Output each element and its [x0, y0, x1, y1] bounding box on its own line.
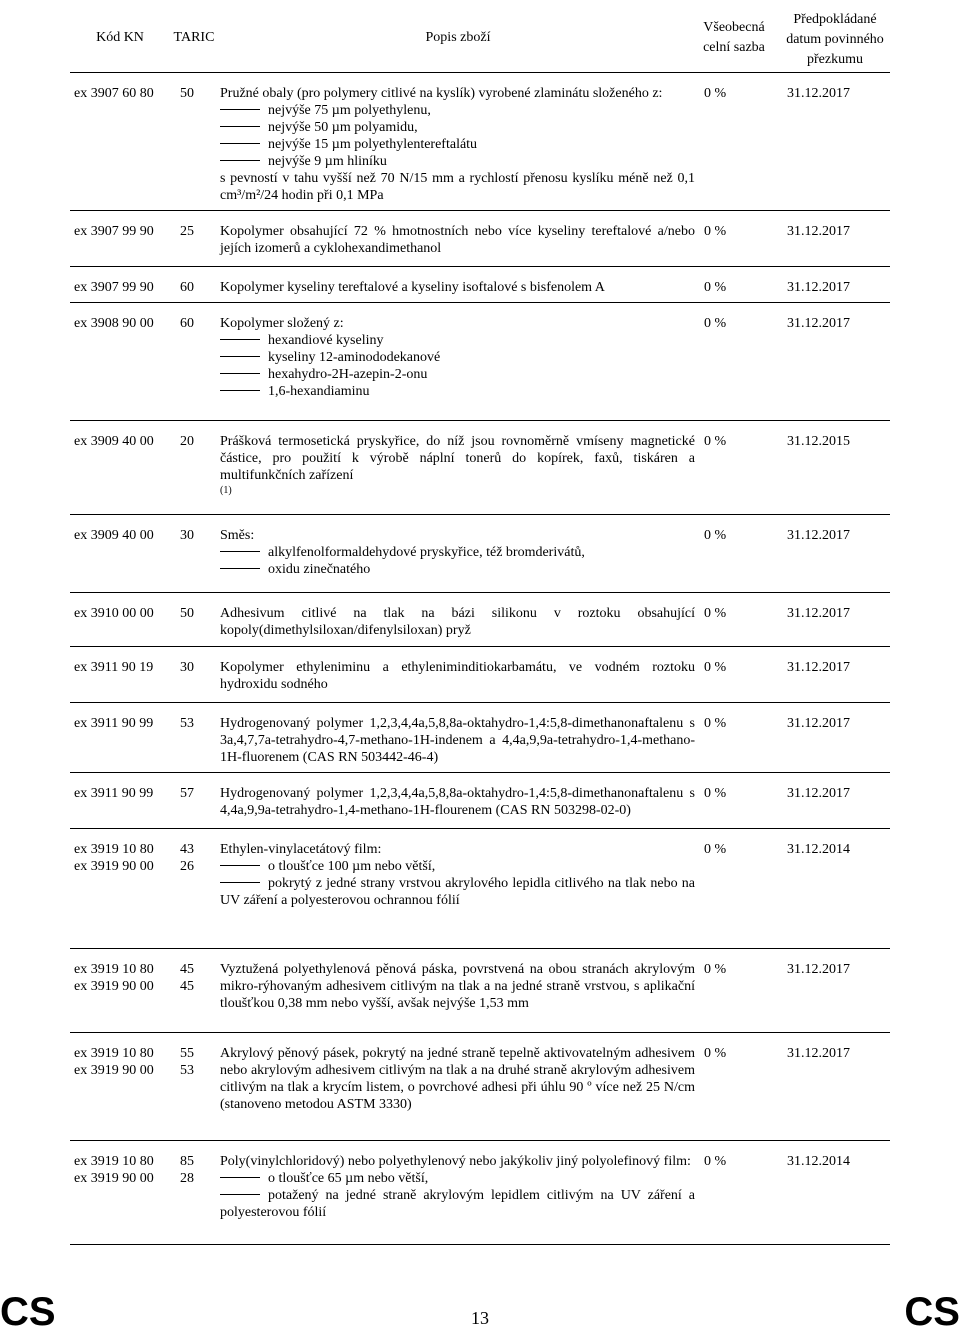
description-dash-item: [220, 875, 695, 909]
cell-duty-rate: 0 %: [704, 842, 727, 857]
cell-kod-kn: [74, 659, 170, 676]
cell-description: [220, 315, 695, 400]
cell-kod-kn: [74, 279, 170, 296]
taric-code: 45: [180, 979, 194, 994]
cell-kod-kn: [74, 605, 170, 622]
kn-code: ex 3919 10 80: [74, 962, 154, 977]
taric-code: 20: [180, 434, 194, 449]
kn-code: ex 3911 90 19: [74, 660, 154, 675]
dash-item-text: nejvýše 50 µm polyamidu,: [268, 120, 418, 135]
dash-item-text: o tloušťce 100 µm nebo větší,: [268, 859, 436, 874]
table-row: [70, 646, 890, 703]
table-row: [70, 420, 890, 515]
kn-code: ex 3907 99 90: [74, 224, 154, 239]
table-row: [70, 592, 890, 647]
cell-description: [220, 1045, 695, 1113]
cell-taric: [180, 85, 220, 102]
header-datum: Předpokládané datum povinného přezkumu: [786, 12, 884, 67]
dash-item-text: potažený na jedné straně akrylovým lepidlem citlivým na UV záření a polyesterovou fólií: [220, 1188, 695, 1220]
cell-review-date: 31.12.2017: [787, 1046, 850, 1061]
taric-code: 25: [180, 224, 194, 239]
header-popis: Popis zboží: [425, 30, 491, 45]
cell-taric: [180, 433, 220, 450]
cell-kod-kn: [74, 223, 170, 240]
table-row: [70, 302, 890, 421]
cell-kod-kn: [74, 1045, 170, 1079]
cell-review-date: 31.12.2014: [787, 842, 850, 857]
language-code-right: CS: [904, 1290, 960, 1334]
description-dash-item: [220, 102, 695, 119]
cell-duty-rate: 0 %: [704, 606, 727, 621]
table-row: [70, 72, 890, 211]
cell-description: [220, 1153, 695, 1221]
cell-kod-kn: [74, 433, 170, 450]
cell-kod-kn: [74, 961, 170, 995]
cell-duty-rate: 0 %: [704, 1154, 727, 1169]
kn-code: ex 3919 90 00: [74, 859, 154, 874]
taric-code: 50: [180, 606, 194, 621]
taric-code: 60: [180, 280, 194, 295]
description-dash-item: [220, 366, 695, 383]
cell-taric: [180, 279, 220, 296]
cell-taric: [180, 715, 220, 732]
kn-code: ex 3919 10 80: [74, 1046, 154, 1061]
cell-duty-rate: 0 %: [704, 1046, 727, 1061]
cell-duty-rate: 0 %: [704, 716, 727, 731]
cell-duty-rate: 0 %: [704, 786, 727, 801]
table-row: [70, 828, 890, 949]
description-text: Vyztužená polyethylenová pěnová páska, povrstvená na obou stranách akrylovým mikro-rýhovaným adhesivem citlivým na tlak a na jedné straně vrstvou, s aplikační tloušťkou 0,38 mm nebo vyšší, avšak nejvýše 1,53 mm: [220, 962, 695, 1011]
cell-description: [220, 433, 695, 498]
dash-item-text: nejvýše 15 µm polyethylentereftalátu: [268, 137, 478, 152]
cell-duty-rate: 0 %: [704, 86, 727, 101]
dash-item-text: hexahydro-2H-azepin-2-onu: [268, 367, 428, 382]
table-row: [70, 266, 890, 303]
cell-taric: [180, 1045, 220, 1079]
cell-description: [220, 527, 695, 578]
cell-review-date: 31.12.2017: [787, 280, 850, 295]
dash-item-text: hexandiové kyseliny: [268, 333, 384, 348]
cell-duty-rate: 0 %: [704, 962, 727, 977]
cell-duty-rate: 0 %: [704, 280, 727, 295]
dash-item-text: nejvýše 9 µm hliníku: [268, 154, 387, 169]
header-kod-kn: Kód KN: [96, 30, 144, 45]
description-dash-item: [220, 153, 695, 170]
footnote-reference: (1): [220, 485, 232, 496]
kn-code: ex 3909 40 00: [74, 528, 154, 543]
taric-code: 55: [180, 1046, 194, 1061]
taric-code: 60: [180, 316, 194, 331]
description-dash-item: [220, 561, 695, 578]
description-dash-item: [220, 349, 695, 366]
cell-description: [220, 715, 695, 766]
taric-code: 26: [180, 859, 194, 874]
cell-review-date: 31.12.2017: [787, 660, 850, 675]
kn-code: ex 3909 40 00: [74, 434, 154, 449]
cell-kod-kn: [74, 315, 170, 332]
dash-item-text: 1,6-hexandiaminu: [268, 384, 370, 399]
cell-duty-rate: 0 %: [704, 434, 727, 449]
cell-taric: [180, 605, 220, 622]
language-code-left: CS: [0, 1290, 56, 1334]
description-text: Směs:: [220, 528, 255, 543]
page-number: 13: [471, 1308, 489, 1328]
cell-taric: [180, 961, 220, 995]
taric-code: 45: [180, 962, 194, 977]
description-text: Adhesivum citlivé na tlak na bázi silikonu v roztoku obsahující kopoly(dimethylsiloxan/difenylsiloxan) pryž: [220, 606, 695, 638]
taric-code: 50: [180, 86, 194, 101]
cell-review-date: 31.12.2017: [787, 606, 850, 621]
cell-taric: [180, 841, 220, 875]
cell-review-date: 31.12.2017: [787, 962, 850, 977]
cell-review-date: 31.12.2017: [787, 528, 850, 543]
cell-description: [220, 605, 695, 639]
cell-duty-rate: 0 %: [704, 224, 727, 239]
cell-review-date: 31.12.2017: [787, 86, 850, 101]
taric-code: 85: [180, 1154, 194, 1169]
description-dash-item: [220, 332, 695, 349]
description-text: Akrylový pěnový pásek, pokrytý na jedné straně tepelně aktivovatelným adhesivem nebo akrylovým adhesivem citlivým na tlak a na druhé straně akrylovým adhesivem citlivým na tlak a krycím listem, o povrchové adhesi při úhlu 90 º více než 25 N/cm (stanoveno metodou ASTM 3330): [220, 1046, 695, 1112]
description-dash-item: [220, 544, 695, 561]
cell-taric: [180, 315, 220, 332]
description-dash-item: [220, 136, 695, 153]
description-dash-item: [220, 1170, 695, 1187]
table-row: [70, 1032, 890, 1141]
cell-review-date: 31.12.2017: [787, 786, 850, 801]
cell-taric: [180, 1153, 220, 1187]
kn-code: ex 3907 99 90: [74, 280, 154, 295]
cell-description: [220, 785, 695, 819]
kn-code: ex 3907 60 80: [74, 86, 154, 101]
cell-taric: [180, 659, 220, 676]
cell-review-date: 31.12.2017: [787, 224, 850, 239]
cell-review-date: 31.12.2017: [787, 716, 850, 731]
description-dash-item: [220, 1187, 695, 1221]
taric-code: 53: [180, 716, 194, 731]
dash-item-text: alkylfenolformaldehydové pryskyřice, též bromderivátů,: [268, 545, 585, 560]
header-taric: TARIC: [173, 30, 215, 45]
taric-code: 28: [180, 1171, 194, 1186]
kn-code: ex 3919 10 80: [74, 842, 154, 857]
description-text: Poly(vinylchloridový) nebo polyethylenový nebo jakýkoliv jiný polyolefinový film:: [220, 1154, 691, 1169]
cell-taric: [180, 785, 220, 802]
cell-taric: [180, 223, 220, 240]
cell-taric: [180, 527, 220, 544]
cell-kod-kn: [74, 85, 170, 102]
cell-description: [220, 85, 695, 204]
kn-code: ex 3911 90 99: [74, 786, 154, 801]
kn-code: ex 3910 00 00: [74, 606, 154, 621]
dash-item-text: oxidu zinečnatého: [268, 562, 371, 577]
cell-review-date: 31.12.2015: [787, 434, 850, 449]
cell-kod-kn: [74, 527, 170, 544]
cell-description: [220, 279, 695, 296]
description-dash-item: [220, 858, 695, 875]
description-text: Kopolymer složený z:: [220, 316, 344, 331]
cell-description: [220, 659, 695, 693]
cell-review-date: 31.12.2014: [787, 1154, 850, 1169]
description-text: Kopolymer obsahující 72 % hmotnostních nebo více kyseliny tereftalové a/nebo jejích izomerů a cyklohexandimethanol: [220, 224, 695, 256]
cell-review-date: 31.12.2017: [787, 316, 850, 331]
cell-description: [220, 223, 695, 257]
taric-code: 57: [180, 786, 194, 801]
header-sazba: Všeobecná celní sazba: [703, 20, 765, 55]
kn-code: ex 3919 10 80: [74, 1154, 154, 1169]
table-row: [70, 702, 890, 773]
cell-kod-kn: [74, 1153, 170, 1187]
dash-item-text: nejvýše 75 µm polyethylenu,: [268, 103, 431, 118]
kn-code: ex 3919 90 00: [74, 1171, 154, 1186]
cell-description: [220, 841, 695, 909]
taric-code: 30: [180, 528, 194, 543]
description-text: Hydrogenovaný polymer 1,2,3,4,4a,5,8,8a-oktahydro-1,4:5,8-dimethanonaftalenu s 4,4a,9,9a-tetrahydro-1,4-methano-1H-flourenem (CAS RN 503298-02-0): [220, 786, 695, 818]
table-row: [70, 772, 890, 829]
kn-code: ex 3919 90 00: [74, 979, 154, 994]
cell-duty-rate: 0 %: [704, 660, 727, 675]
table-row: [70, 1140, 890, 1245]
kn-code: ex 3911 90 99: [74, 716, 154, 731]
description-text: Ethylen-vinylacetátový film:: [220, 842, 382, 857]
description-text: s pevností v tahu vyšší než 70 N/15 mm a rychlostí přenosu kyslíku méně než 0,1 cm³/m²/24 hodin při 0,1 MPa: [220, 171, 695, 203]
kn-code: ex 3908 90 00: [74, 316, 154, 331]
cell-kod-kn: [74, 715, 170, 732]
cell-description: [220, 961, 695, 1012]
cell-duty-rate: 0 %: [704, 528, 727, 543]
description-text: Hydrogenovaný polymer 1,2,3,4,4a,5,8,8a-oktahydro-1,4:5,8-dimethanonaftalenu s 3a,4,7,7a-tetrahydro-4,7-methano-1H-indenem a 4,4a,9,9a-tetrahydro-1,4-methano-1H-fluorenem (CAS RN 503442-46-4): [220, 716, 695, 765]
table-header: [70, 0, 890, 73]
table-row: [70, 210, 890, 267]
taric-code: 30: [180, 660, 194, 675]
description-dash-item: [220, 119, 695, 136]
dash-item-text: o tloušťce 65 µm nebo větší,: [268, 1171, 429, 1186]
taric-code: 53: [180, 1063, 194, 1078]
description-dash-item: [220, 383, 695, 400]
dash-item-text: kyseliny 12-aminododekanové: [268, 350, 441, 365]
table-row: [70, 948, 890, 1033]
page-footer: [0, 1290, 960, 1334]
cell-duty-rate: 0 %: [704, 316, 727, 331]
description-text: Kopolymer ethyleniminu a ethyleniminditiokarbamátu, ve vodném roztoku hydroxidu sodného: [220, 660, 695, 692]
kn-code: ex 3919 90 00: [74, 1063, 154, 1078]
description-text: Pružné obaly (pro polymery citlivé na kyslík) vyrobené zlaminátu složeného z:: [220, 86, 663, 101]
description-text: Prášková termosetická pryskyřice, do níž jsou rovnoměrně vmíseny magnetické částice, pro použití k výrobě náplní tonerů do kopírek, faxů, tiskáren a multifunkčních zařízení: [220, 434, 695, 483]
table-row: [70, 514, 890, 593]
dash-item-text: pokrytý z jedné strany vrstvou akrylového lepidla citlivého na tlak nebo na UV záření a polyesterovou ochrannou fólií: [220, 876, 695, 908]
cell-kod-kn: [74, 785, 170, 802]
cell-kod-kn: [74, 841, 170, 875]
taric-code: 43: [180, 842, 194, 857]
description-text: Kopolymer kyseliny tereftalové a kyseliny isoftalové s bisfenolem A: [220, 280, 605, 295]
